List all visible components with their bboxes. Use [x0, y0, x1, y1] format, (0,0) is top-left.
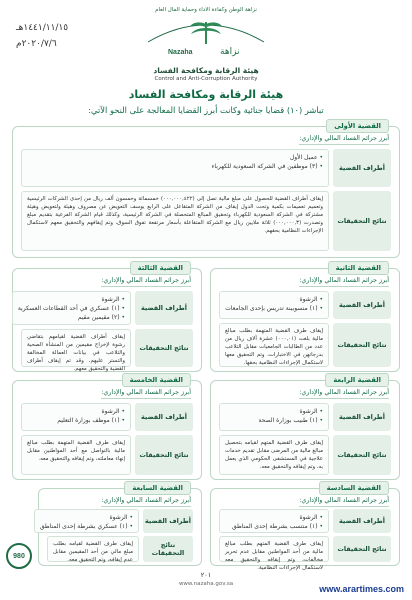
authority-name-en: Control and Anti-Corruption Authority — [154, 76, 258, 82]
parties-label: أطراف القضية — [333, 403, 391, 431]
case-parties-row — [39, 509, 193, 533]
nazaha-emblem-icon — [140, 14, 272, 60]
date-hijri: ١٤٤١/١١/١٥هـ — [16, 23, 69, 33]
hotline-badge — [6, 543, 32, 569]
case-tab: القضية الثانية — [328, 261, 389, 275]
case-panel-7 — [38, 484, 202, 566]
parties-box — [219, 403, 329, 431]
parties-label: أطراف القضية — [333, 509, 391, 533]
parties-label: أطراف القضية — [135, 403, 193, 431]
party-item: • (١) منسوبينة تدريس بإحدى الجامعات — [225, 304, 323, 313]
logo-arc-text: نزاهة الوطن وكفاءة الاداء وحماية المال العام — [155, 7, 257, 13]
footer-website: www.nazaha.gov.sa — [178, 581, 234, 587]
date-block — [16, 20, 68, 52]
authority-name-ar: هيئة الرقابة ومكافحة الفساد — [153, 66, 259, 75]
parties-label: أطراف القضية — [135, 291, 193, 325]
details-text: إيقاف طرف القضية المتهم بطلب مبالغ مالية من أحد المواطنين مقابل عدم تحرير مخالفات، وتم إيقافه والتحقيق معه لاستكمال الإجراءات النظامية. — [219, 536, 329, 562]
page-number: ٢٠١ — [200, 571, 212, 579]
authority-logo — [140, 6, 272, 82]
details-text: إيقاف طرف القضية المتهمة بطلب مبالغ مالية بالتواصل مع أحد المواطنين مقابل إنهاء معاملته، وتم إيقافه والتحقيق معه. — [21, 435, 131, 475]
parties-label: أطراف القضية — [143, 509, 193, 533]
parties-box — [219, 291, 329, 319]
case-details-row — [219, 536, 391, 571]
party-item: • الرشوة — [18, 295, 125, 304]
case-subtitle: أبرز جرائم الفساد المالي والإداري: — [299, 497, 389, 507]
case-subtitle: أبرز جرائم الفساد المالي والإداري: — [101, 389, 191, 399]
details-text: إيقاف طرف القضية المتهم لقيامه بتحصيل مبالغ مالية من المرضى مقابل تقديم خدمات علاجية في المستشفى الحكومي الذي يعمل به، وتم إيقافه والتحقيق معه. — [219, 435, 329, 475]
case-details-row — [21, 435, 193, 475]
parties-box — [21, 149, 329, 187]
details-label: نتائج التحقيقات — [135, 435, 193, 475]
details-label: نتائج التحقيقات — [333, 191, 391, 251]
logo-wordmark: نزاهة — [220, 47, 240, 57]
details-text: إيقاف طرف القضية لقيامه بطلب مبلغ مالي من أحد المقيمين مقابل عدم إيقافه، وتم التحقيق معه. — [47, 536, 139, 562]
case-tab: القضية الخامسة — [122, 373, 191, 387]
details-label: نتائج التحقيقات — [333, 435, 391, 475]
party-item: • الرشوة — [225, 513, 323, 522]
date-gregorian: ٢٠٢٠/٧/٦م — [16, 39, 57, 49]
case-panel-3 — [12, 264, 202, 372]
parties-box — [12, 291, 131, 325]
case-subtitle: أبرز جرائم الفساد المالي والإداري: — [299, 135, 389, 145]
party-item: • (١) عسكري بشرطة إحدى المناطق — [40, 522, 133, 531]
case-tab: القضية الثالثة — [130, 261, 191, 275]
details-label: نتائج التحقيقات — [143, 536, 193, 562]
case-panel-1 — [12, 122, 400, 258]
parties-box — [34, 509, 139, 533]
case-parties-row — [219, 403, 391, 431]
party-item: • الرشوة — [40, 513, 133, 522]
details-text: إيقاف طرف القضية المتهمة بطلب مبالغ مالية بلغت (٠٠٠,٠١) عشرة آلاف ريال من عدد من الطالبات الجامعيات مقابل التلاعب بدرجاتهن في الاختبارات، وتم التحقيق معها لاستكمال الإجراءات النظامية بحقها. — [219, 323, 329, 367]
watermark: www.arartimes.com — [319, 584, 404, 594]
case-details-row — [219, 323, 391, 367]
party-item: • (١) طبيب بوزارة الصحة — [225, 416, 323, 425]
case-tab: القضية السادسة — [319, 481, 389, 495]
case-details-row — [219, 435, 391, 475]
case-panel-6 — [210, 484, 400, 571]
case-parties-row — [219, 509, 391, 533]
case-details-row — [21, 191, 391, 251]
details-label: نتائج التحقيقات — [135, 329, 193, 367]
logo-latin: Nazaha — [168, 49, 193, 56]
case-subtitle: أبرز جرائم الفساد المالي والإداري: — [299, 277, 389, 287]
case-panel-4 — [210, 376, 400, 480]
case-panel-2 — [210, 264, 400, 372]
case-tab: القضية الرابعة — [325, 373, 389, 387]
case-subtitle: أبرز جرائم الفساد المالي والإداري: — [299, 389, 389, 399]
hotline-number: 980 — [13, 552, 25, 560]
party-item: • (١) منتسب بشرطة إحدى المناطق — [225, 522, 323, 531]
case-details-row — [47, 536, 193, 562]
case-parties-row — [219, 291, 391, 319]
case-tab: القضية الأولى — [326, 119, 389, 133]
case-details-row — [21, 329, 193, 372]
party-item: • عميل الأول — [27, 153, 323, 162]
details-label: نتائج التحقيقات — [333, 536, 391, 562]
party-item: • (١) عسكري في أحد القطاعات العسكرية — [18, 304, 125, 313]
party-item: • الرشوة — [225, 295, 323, 304]
details-label: نتائج التحقيقات — [333, 323, 391, 367]
page-title: هيئة الرقابة ومكافحة الفساد — [128, 88, 284, 101]
details-text: إيقاف أطراف القضية لقيامهم بتقاضي رشوة لإخراج مقيمين من المنشأة الصحية والتلاعب في بيانات العمالة المخالفة والتستر عليهم، وقد تم إيقاف أطراف القضية والتحقيق معهم. — [21, 329, 131, 367]
party-item: • الرشوة — [27, 407, 125, 416]
party-item: • (٢) مقيمين مقيم — [18, 313, 125, 322]
parties-label: أطراف القضية — [333, 291, 391, 319]
case-parties-row — [21, 403, 193, 431]
parties-box — [21, 403, 131, 431]
case-panel-5 — [12, 376, 202, 480]
parties-box — [219, 509, 329, 533]
parties-label: أطراف القضية — [333, 149, 391, 187]
case-parties-row — [21, 149, 391, 187]
party-item: • الرشوة — [225, 407, 323, 416]
details-text: إيقاف أطراف القضية للحصول على مبلغ مالية تصل إلى (٠٠٠,٠٠٠,٤٢٢) خمسمائة وخمسون ألف ريال من إحدى الشركات الرئيسية وتعميم تعميمات بكمية وتحت الدول إيقاف من الشركة المتقاعل على الرابع يوسف التعويض عن مصروف وهيئة ولتعويض وهيئة مشتركة في الشركة السعودية للكهرباء وتحقيق المبالغ المتحصلة في الشركة الرئيسية، وكذلك قيام الشركة الفرعية بتقديم مبلغ وتصدرت (٠٠٠,٠٠٠,٣) ثلاثة ملايين ريال مع الشركة المتقاعلة بأسعار مرتفعة تفوق السوق، وتم إيقافهم والتحقيق معهم لاستكمال الإجراءات النظامية بحقهم. — [21, 191, 329, 251]
case-subtitle: أبرز جرائم الفساد المالي والإداري: — [101, 277, 191, 287]
party-item: • (١) موظف بوزارة التعليم — [27, 416, 125, 425]
case-tab: القضية السابعة — [124, 481, 191, 495]
case-parties-row — [17, 291, 193, 325]
party-item: • (٣) موظفين في الشركة السعودية للكهرباء — [27, 162, 323, 171]
page-subtitle: تباشر (١٠) قضايا جنائية وكانت أبرز القضايا المعالجة على النحو الآتي: — [88, 105, 324, 115]
case-subtitle: أبرز جرائم الفساد المالي والإداري: — [101, 497, 191, 507]
